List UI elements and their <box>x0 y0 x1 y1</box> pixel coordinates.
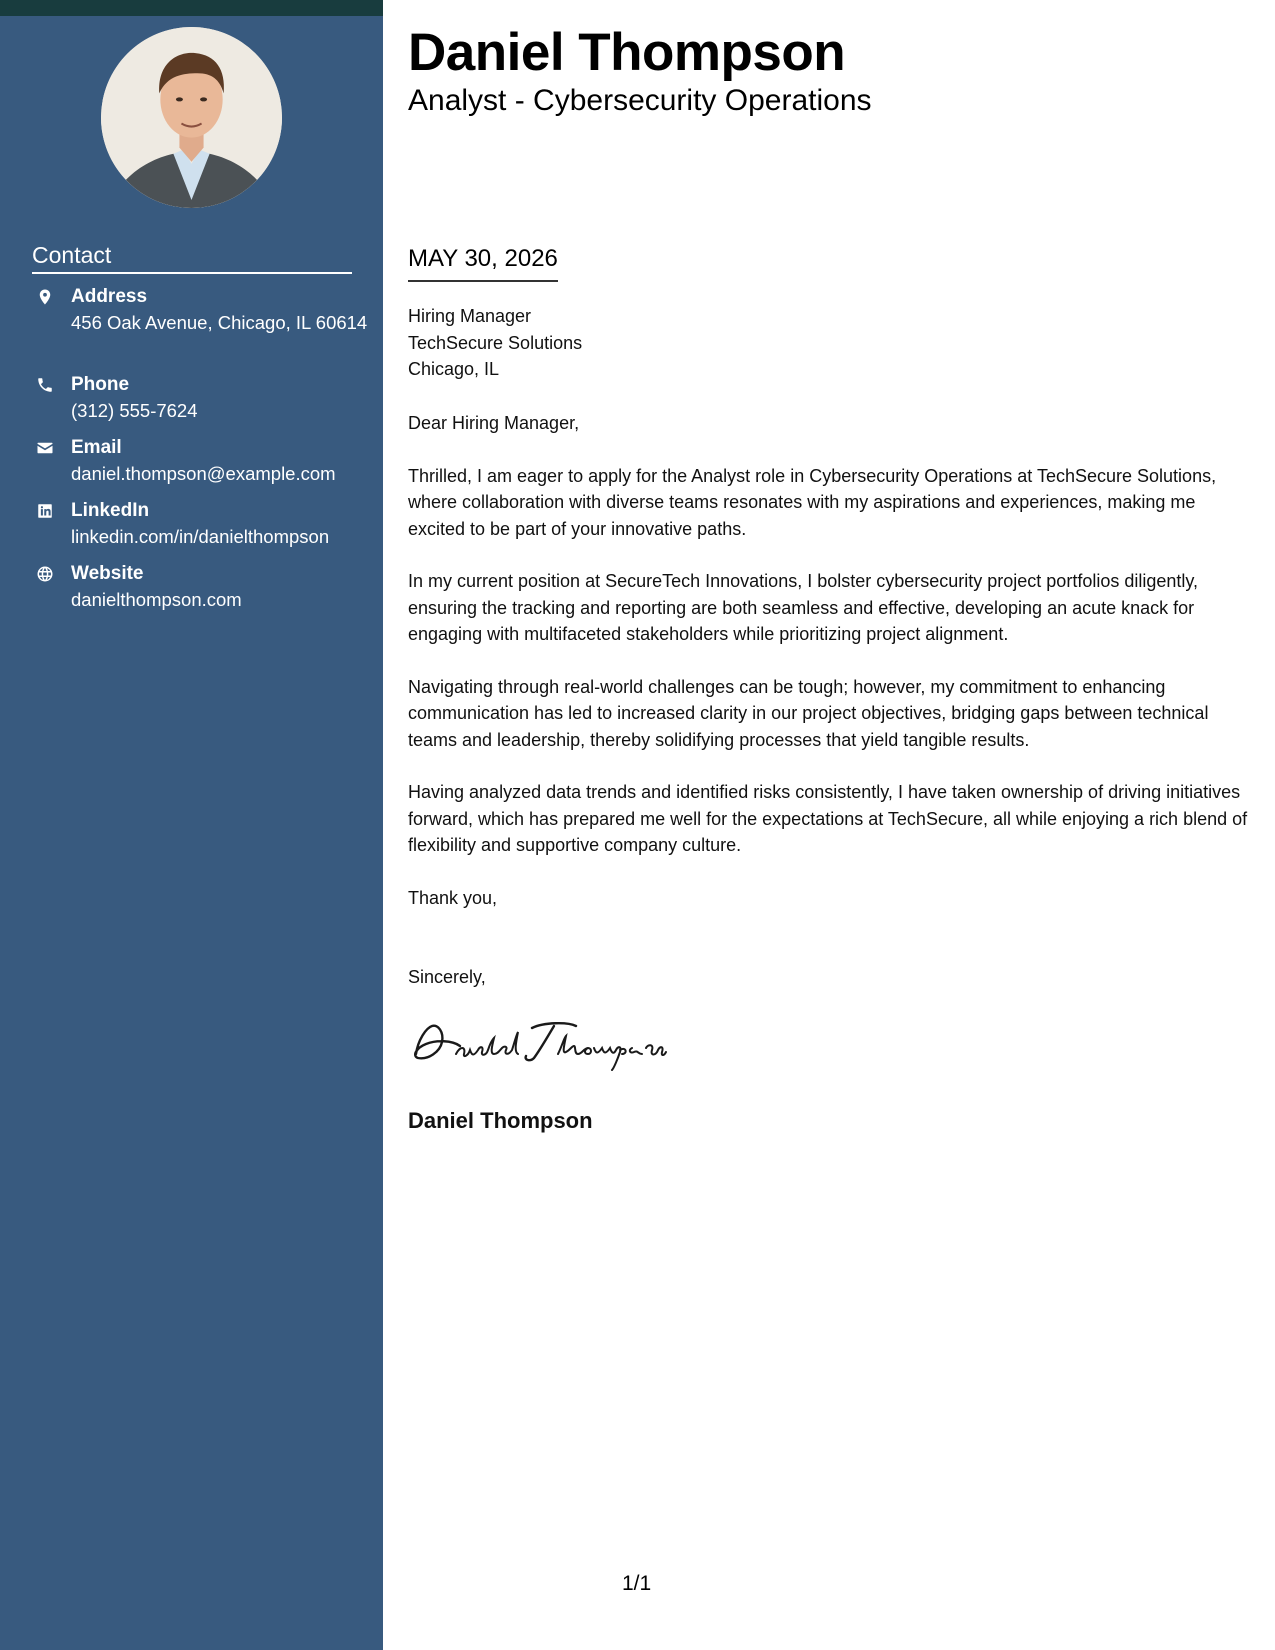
email-label: Email <box>71 437 122 458</box>
letter-body <box>408 410 1253 937</box>
linkedin-label: LinkedIn <box>71 500 150 521</box>
website-value[interactable]: danielthompson.com <box>71 589 242 610</box>
phone-value: (312) 555-7624 <box>71 400 198 421</box>
page-number: 1/1 <box>622 1572 652 1595</box>
phone-icon <box>32 375 58 395</box>
envelope-icon <box>32 438 58 458</box>
avatar-image <box>101 27 282 208</box>
applicant-name: Daniel Thompson <box>408 23 846 82</box>
recipient-block <box>408 303 582 383</box>
address-label: Address <box>71 286 148 307</box>
avatar <box>101 27 282 208</box>
recipient-line: TechSecure Solutions <box>408 332 583 353</box>
sidebar-top-bar <box>0 0 383 16</box>
closing: Sincerely, <box>408 967 486 987</box>
recipient-line: Chicago, IL <box>408 359 500 379</box>
linkedin-value[interactable]: linkedin.com/in/danielthompson <box>71 526 330 547</box>
map-pin-icon <box>32 287 58 307</box>
signature-image <box>408 1010 668 1072</box>
contact-heading: Contact <box>32 240 352 274</box>
globe-icon <box>32 564 58 584</box>
body-paragraph: Thrilled, I am eager to apply for the Analyst role in Cybersecurity Operations at TechSecure Solutions, where collaboration with diverse teams resonates with my aspirations and experiences, making me excited to be part of your innovative paths. <box>408 465 1217 539</box>
thanks-line: Thank you, <box>408 887 498 908</box>
body-paragraph: Having analyzed data trends and identified risks consistently, I have taken ownership of driving initiatives forward, which has prepared me well for the expectations at TechSecure, all while enjoying a rich blend of flexibility and supportive company culture. <box>408 782 1248 855</box>
email-value[interactable]: daniel.thompson@example.com <box>71 463 336 484</box>
signer-name: Daniel Thompson <box>408 1108 593 1133</box>
greeting: Dear Hiring Manager, <box>408 413 580 433</box>
letter-date: MAY 30, 2026 <box>408 244 558 282</box>
job-title: Analyst - Cybersecurity Operations <box>408 84 872 117</box>
address-value: 456 Oak Avenue, Chicago, IL 60614 <box>71 312 368 333</box>
body-paragraph: Navigating through real-world challenges can be tough; however, my commitment to enhancing communication has led to increased clarity in our project objectives, bridging gaps between technical teams and leadership, thereby solidifying processes that yield tangible results. <box>408 676 1209 750</box>
website-label: Website <box>71 563 144 584</box>
recipient-line: Hiring Manager <box>408 306 532 326</box>
phone-label: Phone <box>71 374 130 395</box>
body-paragraph: In my current position at SecureTech Innovations, I bolster cybersecurity project portfolios diligently, ensuring the tracking and reporting are both seamless and effective, developing an acute knack for engaging with multifaceted stakeholders while prioritizing project alignment. <box>408 571 1199 644</box>
linkedin-icon <box>32 501 58 521</box>
